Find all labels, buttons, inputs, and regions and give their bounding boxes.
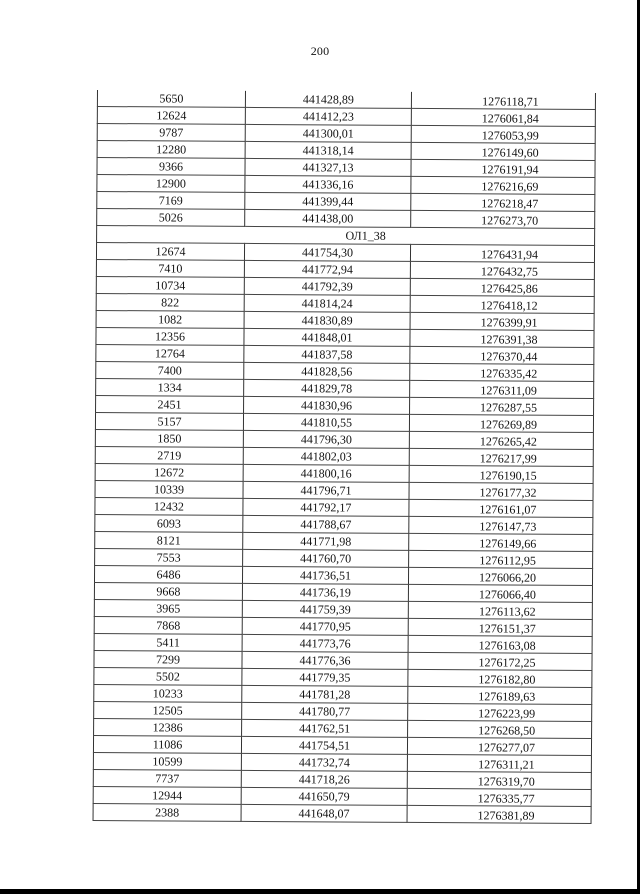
y-coordinate-cell: 1276432,75	[410, 261, 594, 279]
point-id-cell: 7737	[93, 769, 241, 787]
point-id-cell: 11086	[93, 735, 241, 753]
x-coordinate-cell: 441771,98	[243, 532, 409, 550]
point-id-cell: 12505	[94, 701, 242, 719]
y-coordinate-cell: 1276265,42	[409, 431, 593, 449]
point-id-cell: 12764	[96, 344, 244, 362]
y-coordinate-cell: 1276431,94	[410, 244, 594, 262]
x-coordinate-cell: 441848,01	[244, 328, 410, 346]
y-coordinate-cell: 1276223,99	[408, 703, 592, 721]
x-coordinate-cell: 441318,14	[245, 141, 411, 159]
point-id-cell: 2451	[96, 395, 244, 413]
point-id-cell: 12356	[96, 327, 244, 345]
y-coordinate-cell: 1276149,60	[411, 142, 595, 160]
point-id-cell: 6093	[95, 514, 243, 532]
point-id-cell: 2719	[95, 446, 243, 464]
point-id-cell: 10734	[96, 276, 244, 294]
y-coordinate-cell: 1276191,94	[411, 159, 595, 177]
x-coordinate-cell: 441779,35	[242, 668, 408, 686]
point-id-cell: 5026	[97, 209, 245, 227]
x-coordinate-cell: 441760,70	[243, 549, 409, 567]
x-coordinate-cell: 441754,51	[241, 736, 407, 754]
point-id-cell: 5411	[94, 633, 242, 651]
point-id-cell: 7410	[96, 259, 244, 277]
x-coordinate-cell: 441732,74	[241, 753, 407, 771]
point-id-cell: 1082	[96, 310, 244, 328]
x-coordinate-cell: 441428,89	[245, 91, 411, 109]
x-coordinate-cell: 441829,78	[244, 379, 410, 397]
y-coordinate-cell: 1276425,86	[410, 278, 594, 296]
x-coordinate-cell: 441650,79	[241, 787, 407, 805]
y-coordinate-cell: 1276147,73	[409, 516, 593, 534]
table-row	[93, 803, 591, 823]
y-coordinate-cell: 1276277,07	[407, 737, 591, 755]
y-coordinate-cell: 1276370,44	[410, 346, 594, 364]
point-id-cell: 12672	[95, 463, 243, 481]
point-id-cell: 822	[96, 293, 244, 311]
point-id-cell: 9668	[94, 582, 242, 600]
x-coordinate-cell: 441327,13	[245, 158, 411, 176]
x-coordinate-cell: 441399,44	[245, 192, 411, 210]
y-coordinate-cell: 1276287,55	[410, 397, 594, 415]
x-coordinate-cell: 441773,76	[242, 634, 408, 652]
y-coordinate-cell: 1276151,37	[408, 618, 592, 636]
x-coordinate-cell: 441300,01	[245, 124, 411, 142]
y-coordinate-cell: 1276335,42	[410, 363, 594, 381]
point-id-cell: 7553	[95, 548, 243, 566]
point-id-cell: 7400	[96, 361, 244, 379]
x-coordinate-cell: 441762,51	[242, 719, 408, 737]
coordinates-table	[93, 90, 596, 824]
x-coordinate-cell: 441788,67	[243, 515, 409, 533]
scan-edge-bottom	[0, 889, 640, 894]
x-coordinate-cell: 441792,17	[243, 498, 409, 516]
point-id-cell: 7169	[97, 192, 245, 210]
point-id-cell: 12280	[97, 141, 245, 159]
y-coordinate-cell: 1276273,70	[411, 210, 595, 228]
y-coordinate-cell: 1276163,08	[408, 635, 592, 653]
point-id-cell: 10339	[95, 480, 243, 498]
point-id-cell: 5157	[95, 412, 243, 430]
y-coordinate-cell: 1276118,71	[411, 92, 595, 110]
point-id-cell: 8121	[95, 531, 243, 549]
point-id-cell: 9787	[97, 124, 245, 142]
y-coordinate-cell: 1276381,89	[407, 805, 591, 823]
coordinates-table-container	[93, 90, 595, 824]
point-id-cell: 1850	[95, 429, 243, 447]
y-coordinate-cell: 1276268,50	[408, 720, 592, 738]
x-coordinate-cell: 441770,95	[242, 617, 408, 635]
point-id-cell: 12944	[93, 786, 241, 804]
y-coordinate-cell: 1276217,99	[409, 448, 593, 466]
y-coordinate-cell: 1276149,66	[409, 533, 593, 551]
x-coordinate-cell: 441830,89	[244, 311, 410, 329]
x-coordinate-cell: 441792,39	[244, 277, 410, 295]
point-id-cell: 1334	[96, 378, 244, 396]
point-id-cell: 9366	[97, 158, 245, 176]
x-coordinate-cell: 441772,94	[244, 260, 410, 278]
point-id-cell: 12624	[97, 107, 245, 125]
point-id-cell: 7868	[94, 616, 242, 634]
y-coordinate-cell: 1276218,47	[411, 193, 595, 211]
x-coordinate-cell: 441837,58	[244, 345, 410, 363]
y-coordinate-cell: 1276418,12	[410, 295, 594, 313]
point-id-cell: 5502	[94, 667, 242, 685]
point-id-cell: 12900	[97, 175, 245, 193]
x-coordinate-cell: 441336,16	[245, 175, 411, 193]
point-id-cell: 7299	[94, 650, 242, 668]
point-id-cell: 5650	[97, 90, 245, 107]
point-id-cell: 12386	[94, 718, 242, 736]
y-coordinate-cell: 1276177,32	[409, 482, 593, 500]
point-id-cell: 2388	[93, 803, 241, 821]
x-coordinate-cell: 441412,23	[245, 107, 411, 125]
point-id-cell: 10233	[94, 684, 242, 702]
x-coordinate-cell: 441796,71	[243, 481, 409, 499]
y-coordinate-cell: 1276061,84	[411, 108, 595, 126]
point-id-cell: 10599	[93, 752, 241, 770]
y-coordinate-cell: 1276182,80	[408, 669, 592, 687]
y-coordinate-cell: 1276066,40	[408, 584, 592, 602]
x-coordinate-cell: 441796,30	[243, 430, 409, 448]
y-coordinate-cell: 1276161,07	[409, 499, 593, 517]
y-coordinate-cell: 1276399,91	[410, 312, 594, 330]
coordinates-table-body	[93, 90, 595, 824]
y-coordinate-cell: 1276216,69	[411, 176, 595, 194]
page-number: 200	[310, 44, 330, 58]
x-coordinate-cell: 441736,51	[242, 566, 408, 584]
y-coordinate-cell: 1276335,77	[407, 788, 591, 806]
y-coordinate-cell: 1276112,95	[409, 550, 593, 568]
x-coordinate-cell: 441759,39	[242, 600, 408, 618]
x-coordinate-cell: 441781,28	[242, 685, 408, 703]
point-id-cell: 6486	[94, 565, 242, 583]
y-coordinate-cell: 1276319,70	[407, 771, 591, 789]
x-coordinate-cell: 441810,55	[243, 413, 409, 431]
x-coordinate-cell: 441754,30	[244, 243, 410, 261]
y-coordinate-cell: 1276172,25	[408, 652, 592, 670]
y-coordinate-cell: 1276391,38	[410, 329, 594, 347]
y-coordinate-cell: 1276311,09	[410, 380, 594, 398]
y-coordinate-cell: 1276311,21	[407, 754, 591, 772]
y-coordinate-cell: 1276066,20	[408, 567, 592, 585]
x-coordinate-cell: 441830,96	[244, 396, 410, 414]
x-coordinate-cell: 441648,07	[241, 804, 407, 822]
section-title: ОЛ1_38	[345, 228, 386, 243]
x-coordinate-cell: 441802,03	[243, 447, 409, 465]
point-id-cell: 3965	[94, 599, 242, 617]
y-coordinate-cell: 1276113,62	[408, 601, 592, 619]
x-coordinate-cell: 441776,36	[242, 651, 408, 669]
point-id-cell: 12674	[96, 243, 244, 261]
y-coordinate-cell: 1276190,15	[409, 465, 593, 483]
x-coordinate-cell: 441828,56	[244, 362, 410, 380]
x-coordinate-cell: 441814,24	[244, 294, 410, 312]
x-coordinate-cell: 441718,26	[241, 770, 407, 788]
y-coordinate-cell: 1276053,99	[411, 125, 595, 143]
x-coordinate-cell: 441780,77	[242, 702, 408, 720]
x-coordinate-cell: 441438,00	[245, 209, 411, 227]
x-coordinate-cell: 441800,16	[243, 464, 409, 482]
point-id-cell: 12432	[95, 497, 243, 515]
x-coordinate-cell: 441736,19	[242, 583, 408, 601]
y-coordinate-cell: 1276189,63	[408, 686, 592, 704]
y-coordinate-cell: 1276269,89	[409, 414, 593, 432]
